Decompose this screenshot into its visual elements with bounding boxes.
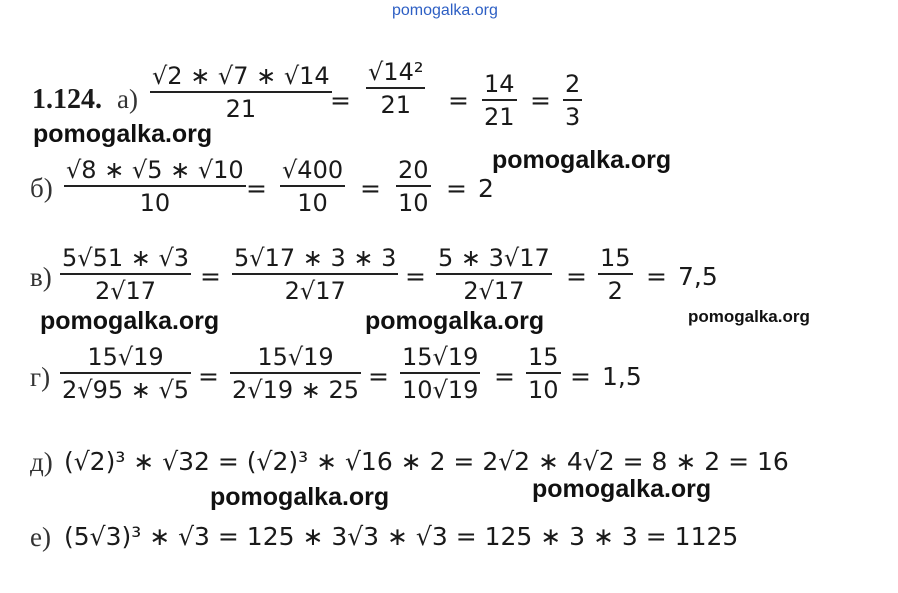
equals-sign: =: [530, 86, 551, 115]
denominator: 3: [565, 103, 581, 131]
equals-sign: =: [566, 262, 587, 291]
fraction-bar: [436, 273, 552, 275]
denominator: 21: [225, 95, 257, 123]
denominator: 21: [484, 103, 515, 131]
result: 1,5: [602, 362, 642, 391]
numerator: 15√19: [87, 343, 164, 371]
watermark: pomogalka.org: [532, 475, 712, 503]
part-label: в): [30, 262, 52, 292]
watermark: pomogalka.org: [40, 307, 220, 335]
equals-sign: =: [646, 262, 667, 291]
numerator: 2: [565, 70, 581, 98]
fraction-bar: [230, 372, 361, 374]
watermark: pomogalka.org: [33, 120, 213, 148]
equals-sign: =: [200, 262, 221, 291]
equals-sign: =: [246, 174, 267, 203]
fraction: [232, 244, 398, 305]
fraction: [150, 62, 332, 123]
fraction: [230, 343, 361, 404]
fraction: [598, 244, 633, 305]
denominator: 10√19: [402, 376, 479, 404]
denominator: 2√17: [463, 277, 525, 305]
fraction: [400, 343, 480, 404]
numerator: 5√17 ∗ 3 ∗ 3: [234, 244, 397, 272]
fraction: [366, 58, 425, 119]
numerator: √2 ∗ √7 ∗ √14: [152, 62, 330, 90]
numerator: 15√19: [257, 343, 334, 371]
watermark-top: pomogalka.org: [392, 2, 498, 19]
fraction: [60, 343, 191, 404]
fraction-bar: [64, 185, 246, 187]
watermark: pomogalka.org: [210, 483, 390, 511]
fraction-bar: [526, 372, 561, 374]
fraction-bar: [60, 273, 191, 275]
result: 2: [478, 174, 494, 203]
fraction-bar: [366, 87, 425, 89]
equals-sign: =: [448, 86, 469, 115]
fraction-bar: [232, 273, 398, 275]
fraction: [436, 244, 552, 305]
denominator: 2√95 ∗ √5: [62, 376, 190, 404]
numerator: √14²: [368, 58, 424, 86]
result: 7,5: [678, 262, 718, 291]
fraction-bar: [280, 185, 345, 187]
watermark: pomogalka.org: [365, 307, 545, 335]
equals-sign: =: [570, 362, 591, 391]
fraction: [396, 156, 431, 217]
denominator: 2√17: [284, 277, 346, 305]
fraction: [482, 70, 517, 131]
problem-number: 1.124.: [32, 84, 102, 115]
part-label: е): [30, 522, 51, 552]
equals-sign: =: [446, 174, 467, 203]
part-label: б): [30, 173, 53, 203]
fraction: [280, 156, 345, 217]
fraction-bar: [396, 185, 431, 187]
equals-sign: =: [198, 362, 219, 391]
fraction-bar: [563, 99, 582, 101]
expression: (5√3)³ ∗ √3 = 125 ∗ 3√3 ∗ √3 = 125 ∗ 3 ∗ 3 = 1125: [64, 522, 739, 551]
equals-sign: =: [368, 362, 389, 391]
numerator: 5√51 ∗ √3: [62, 244, 190, 272]
part-label: д): [30, 447, 53, 477]
part-label: г): [30, 362, 51, 392]
numerator: 5 ∗ 3√17: [438, 244, 550, 272]
fraction-bar: [60, 372, 191, 374]
fraction: [60, 244, 191, 305]
equals-sign: =: [494, 362, 515, 391]
equals-sign: =: [405, 262, 426, 291]
fraction-bar: [400, 372, 480, 374]
denominator: 10: [528, 376, 559, 404]
numerator: 15: [528, 343, 559, 371]
numerator: 15: [600, 244, 631, 272]
numerator: 14: [484, 70, 515, 98]
equals-sign: =: [360, 174, 381, 203]
watermark: pomogalka.org: [492, 146, 672, 174]
fraction-bar: [150, 91, 332, 93]
denominator: 2: [607, 277, 623, 305]
numerator: √400: [282, 156, 344, 184]
fraction: [526, 343, 561, 404]
denominator: 10: [139, 189, 171, 217]
numerator: 20: [398, 156, 429, 184]
denominator: 21: [380, 91, 411, 119]
fraction-bar: [482, 99, 517, 101]
fraction: [563, 70, 582, 131]
denominator: 10: [398, 189, 429, 217]
fraction: [64, 156, 246, 217]
expression: (√2)³ ∗ √32 = (√2)³ ∗ √16 ∗ 2 = 2√2 ∗ 4√2 = 8 ∗ 2 = 16: [64, 447, 789, 476]
part-label: а): [117, 84, 138, 114]
denominator: 2√19 ∗ 25: [232, 376, 360, 404]
fraction-bar: [598, 273, 633, 275]
denominator: 10: [297, 189, 328, 217]
numerator: √8 ∗ √5 ∗ √10: [66, 156, 244, 184]
watermark: pomogalka.org: [688, 307, 810, 326]
denominator: 2√17: [94, 277, 157, 305]
numerator: 15√19: [402, 343, 479, 371]
equals-sign: =: [330, 86, 351, 115]
